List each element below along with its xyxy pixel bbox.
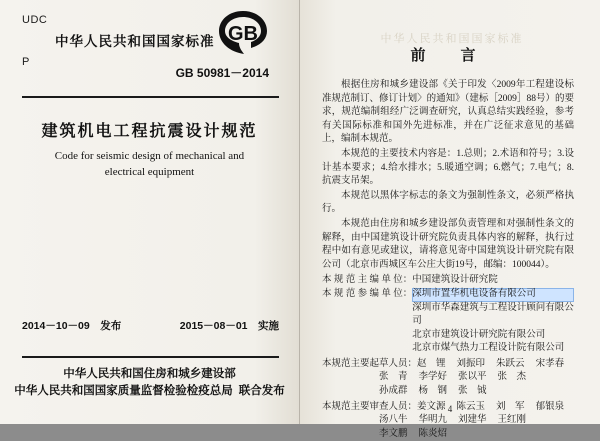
organization-row xyxy=(322,274,574,288)
co-editor-value: 北京市建筑设计研究院有限公司 xyxy=(412,329,546,340)
foreword-paragraph: 根据住房和城乡建设部《关于印发〈2009年工程建设标准规范制订、修订计划〉的通知》（建标［2009］88号）的要求，规范编制组经广泛调查研究，认真总结实践经验，参考有关国际标准和国外先进标准，并在广泛征求意见的基础上，编制本规范。 xyxy=(322,80,574,145)
cover-title-cn: 建筑机电工程抗震设计规范 xyxy=(41,123,258,140)
reviewers-row xyxy=(322,428,574,441)
cover-page xyxy=(0,0,300,424)
person-name: 陈炎炤 xyxy=(418,428,448,439)
issuing-authorities xyxy=(0,366,299,400)
gb-logo-icon xyxy=(217,10,269,56)
person-name: 汤八牛 xyxy=(379,415,408,426)
person-name: 郁银泉 xyxy=(535,401,565,412)
udc-label: UDC xyxy=(22,14,48,26)
national-standard-heading: 中华人民共和国国家标准 xyxy=(55,34,215,49)
person-name: 张 青 xyxy=(379,372,408,383)
effective-date: 2015－08－01 实施 xyxy=(179,320,279,332)
standard-number: GB 50981－2014 xyxy=(175,66,269,80)
co-editor-label: 本 规 范 参 编 单 位： xyxy=(322,288,413,299)
cover-dates xyxy=(22,318,279,333)
svg-text:GB: GB xyxy=(228,23,258,45)
drafters-names xyxy=(322,385,574,399)
co-editor-value-highlighted[interactable]: 深圳市置华机电设备有限公司 xyxy=(412,288,574,302)
person-name: 刘建华 xyxy=(458,415,487,426)
divider-bottom xyxy=(22,356,279,358)
person-name: 杨 钢 xyxy=(418,386,448,397)
person-name: 李学好 xyxy=(418,372,448,383)
organization-row xyxy=(322,302,574,329)
organization-row xyxy=(322,329,574,343)
foreword-body xyxy=(322,79,574,272)
person-name: 张 杰 xyxy=(497,372,527,383)
foreword-paragraph: 本规范由住房和城乡建设部负责管理和对强制性条文的解释，由中国建筑设计研究院负责具体内容的解释，执行过程中如有意见或建议，请将意见寄中国建筑设计研究院有限公司（北京市西城区车公庄大街19号，邮编：100044）。 xyxy=(322,218,574,270)
person-name: 张以平 xyxy=(458,372,487,383)
chief-editor-value: 中国建筑设计研究院 xyxy=(412,275,498,286)
issuer-line-1: 中华人民共和国住房和城乡建设部 xyxy=(63,368,236,380)
drafters-names xyxy=(322,371,574,385)
organization-row xyxy=(322,288,574,302)
person-name: 陈云玉 xyxy=(456,401,486,412)
cover-title-en-line2: electrical equipment xyxy=(104,166,195,178)
foreword-title: 前 言 xyxy=(410,48,486,64)
co-editor-value: 深圳市华森建筑与工程设计顾问有限公司 xyxy=(412,302,574,327)
issuer-joint-label: 联合发布 xyxy=(238,385,285,397)
reviewers-names xyxy=(322,428,574,441)
person-name: 朱跃云 xyxy=(496,358,525,369)
person-name: 刘 军 xyxy=(496,401,525,412)
p-classification-mark: P xyxy=(22,56,30,68)
drafters-row xyxy=(322,358,574,372)
page-number: 4 xyxy=(447,404,453,414)
drafters-label: 本规范主要起草人员： xyxy=(322,358,418,369)
issue-date: 2014－10－09 发布 xyxy=(22,320,122,332)
co-editor-value: 北京市煤气热力工程设计院有限公司 xyxy=(412,343,565,354)
person-name: 宋孝春 xyxy=(535,358,565,369)
reviewers-label: 本规范主要审查人员： xyxy=(322,401,418,412)
issuer-line-2: 中华人民共和国国家质量监督检验检疫总局 xyxy=(14,385,233,397)
person-name: 赵 锂 xyxy=(417,358,446,369)
foreword-paragraph: 本规范以黑体字标志的条文为强制性条文，必须严格执行。 xyxy=(322,190,574,215)
bleed-through-heading: 中华人民共和国国家标准 xyxy=(380,33,524,45)
drafters-block xyxy=(322,358,574,399)
chief-editor-label: 本 规 范 主 编 单 位： xyxy=(322,275,413,286)
person-name: 刘振印 xyxy=(456,358,486,369)
cover-title-en-line1: Code for seismic design of mechanical and xyxy=(54,150,245,162)
drafters-names xyxy=(417,358,574,372)
drafters-row xyxy=(322,385,574,399)
drafters-row xyxy=(322,371,574,385)
person-name: 华明九 xyxy=(418,415,448,426)
person-name: 王红刚 xyxy=(497,415,527,426)
foreword-paragraph: 本规范的主要技术内容是：1.总则；2.术语和符号；3.设计基本要求；4.给水排水；5.暖通空调；6.燃气；7.电气；8.抗震支吊架。 xyxy=(322,148,574,187)
person-name: 孙成群 xyxy=(379,386,408,397)
cover-title-en xyxy=(30,148,269,180)
divider-top xyxy=(22,96,279,98)
organizations-block xyxy=(322,274,574,356)
person-name: 李文鹏 xyxy=(379,428,408,439)
person-name: 张 钺 xyxy=(458,386,487,397)
person-name: 姜文源 xyxy=(417,401,446,412)
reviewers-row xyxy=(322,414,574,428)
reviewers-names xyxy=(322,414,574,428)
foreword-page xyxy=(300,0,600,439)
organization-row xyxy=(322,342,574,356)
issuer-line-2-wrap xyxy=(0,383,299,400)
